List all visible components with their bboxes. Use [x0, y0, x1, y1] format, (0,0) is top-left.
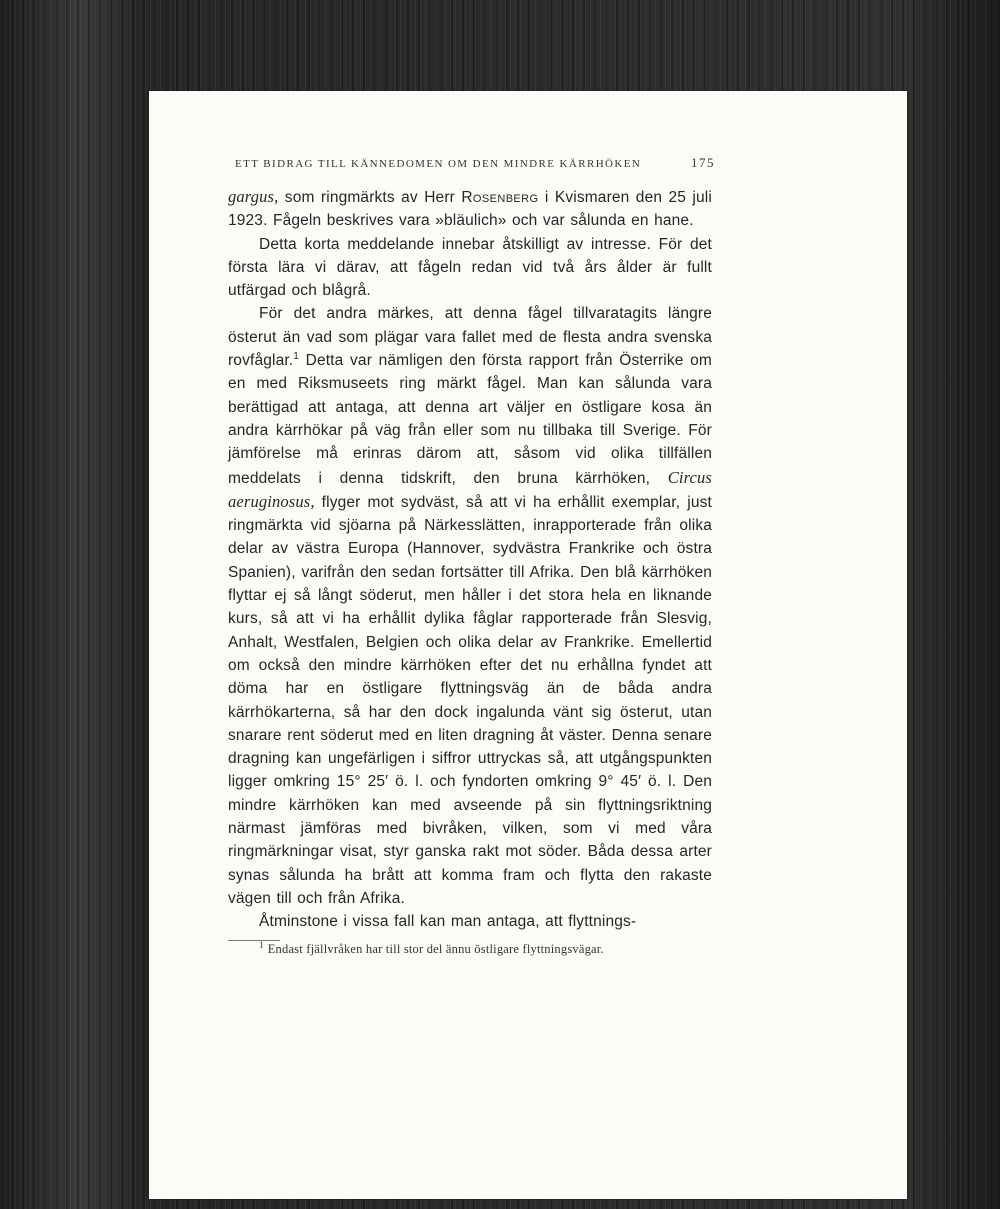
body-text: [228, 185, 712, 934]
paragraph-3-text-b: Detta var nämligen den första rapport från Österrike om en med Riksmuseets ring märkt fågel. Man kan sålunda vara berättigad att antaga, att denna art väljer en östligare kosa än andra kärrhökar på väg från eller som nu tillbaka till Sverige. För jämförelse må erinras därom att, såsom vid olika tillfällen meddelats i denna tidskrift, den bruna kärrhöken,: [228, 352, 712, 487]
paragraph-3: [228, 302, 712, 910]
footnote-text: Endast fjällvråken har till stor del ännu östligare flyttningsvägar.: [267, 942, 604, 956]
footnote-marker: 1: [259, 939, 264, 950]
footnote-rule: [228, 940, 280, 941]
species-name-circus: Circus aeruginosus,: [228, 467, 712, 511]
species-name: gargus,: [228, 187, 279, 206]
page-number: 175: [691, 155, 715, 170]
running-header-title: ETT BIDRAG TILL KÄNNEDOMEN OM DEN MINDRE KÄRRHÖKEN: [235, 158, 642, 170]
paragraph-1-text-a: som ringmärkts av Herr: [278, 189, 462, 206]
paragraph-1-text-b: i Kvismaren den 25 juli 1923. Fågeln beskrives vara »bläulich» och var sålunda en hane.: [228, 189, 712, 230]
paragraph-3-text-c: flyger mot sydväst, så att vi ha erhållit exemplar, just ringmärkta vid sjöarna på Närkesslätten, inrapporterade från olika delar av västra Europa (Hannover, sydvästra Frankrike och östra Spanien), varifrån den sedan fortsätter till Afrika. Den blå kärrhöken flyttar ej så långt söderut, men håller i det stora hela en liknande kurs, så att vi ha erhållit dylika fåglar rapporterade från Slesvig, Anhalt, Westfalen, Belgien och olika delar av Frankrike. Emellertid om också den mindre kärrhöken efter det nu erhållna fyndet att döma har en östligare flyttningsväg än de båda andra kärrhökarterna, så har den dock ingalunda vänt sig österut, utan snarare rent söderut med en liten dragning åt väster. Denna senare dragning kan ungefärligen i siffror uttryckas så, att utgångspunkten ligger omkring 15° 25′ ö. l. och fyndorten omkring 9° 45′ ö. l. Den mindre kärrhöken kan med avseende på sin flyttningsriktning närmast jämföras med bivråken, vilken, som vi med våra ringmärkningar visat, styr ganska rakt mot söder. Båda dessa arter synas sålunda ha brått att komma fram och flytta den rakaste vägen till och från Afrika.: [228, 493, 712, 907]
paragraph-2: Detta korta meddelande innebar åtskilligt av intresse. För det första lära vi därav, att fågeln redan vid två års ålder är fullt utfärgad och blågrå.: [228, 235, 712, 300]
paragraph-4: Åtminstone i vissa fall kan man antaga, att flyttnings-: [259, 913, 637, 931]
footnote-reference: 1: [293, 350, 299, 362]
footnote: [259, 939, 719, 957]
document-page: [149, 91, 907, 1199]
paragraph-3-text-a: För det andra märkes, att denna fågel tillvaratagits längre österut än vad som plägar vara fallet med de flesta andra svenska rovfåglar.: [228, 305, 712, 370]
person-name: Rosenberg: [461, 189, 539, 206]
paragraph-1: [228, 185, 712, 233]
running-header: [235, 155, 715, 171]
